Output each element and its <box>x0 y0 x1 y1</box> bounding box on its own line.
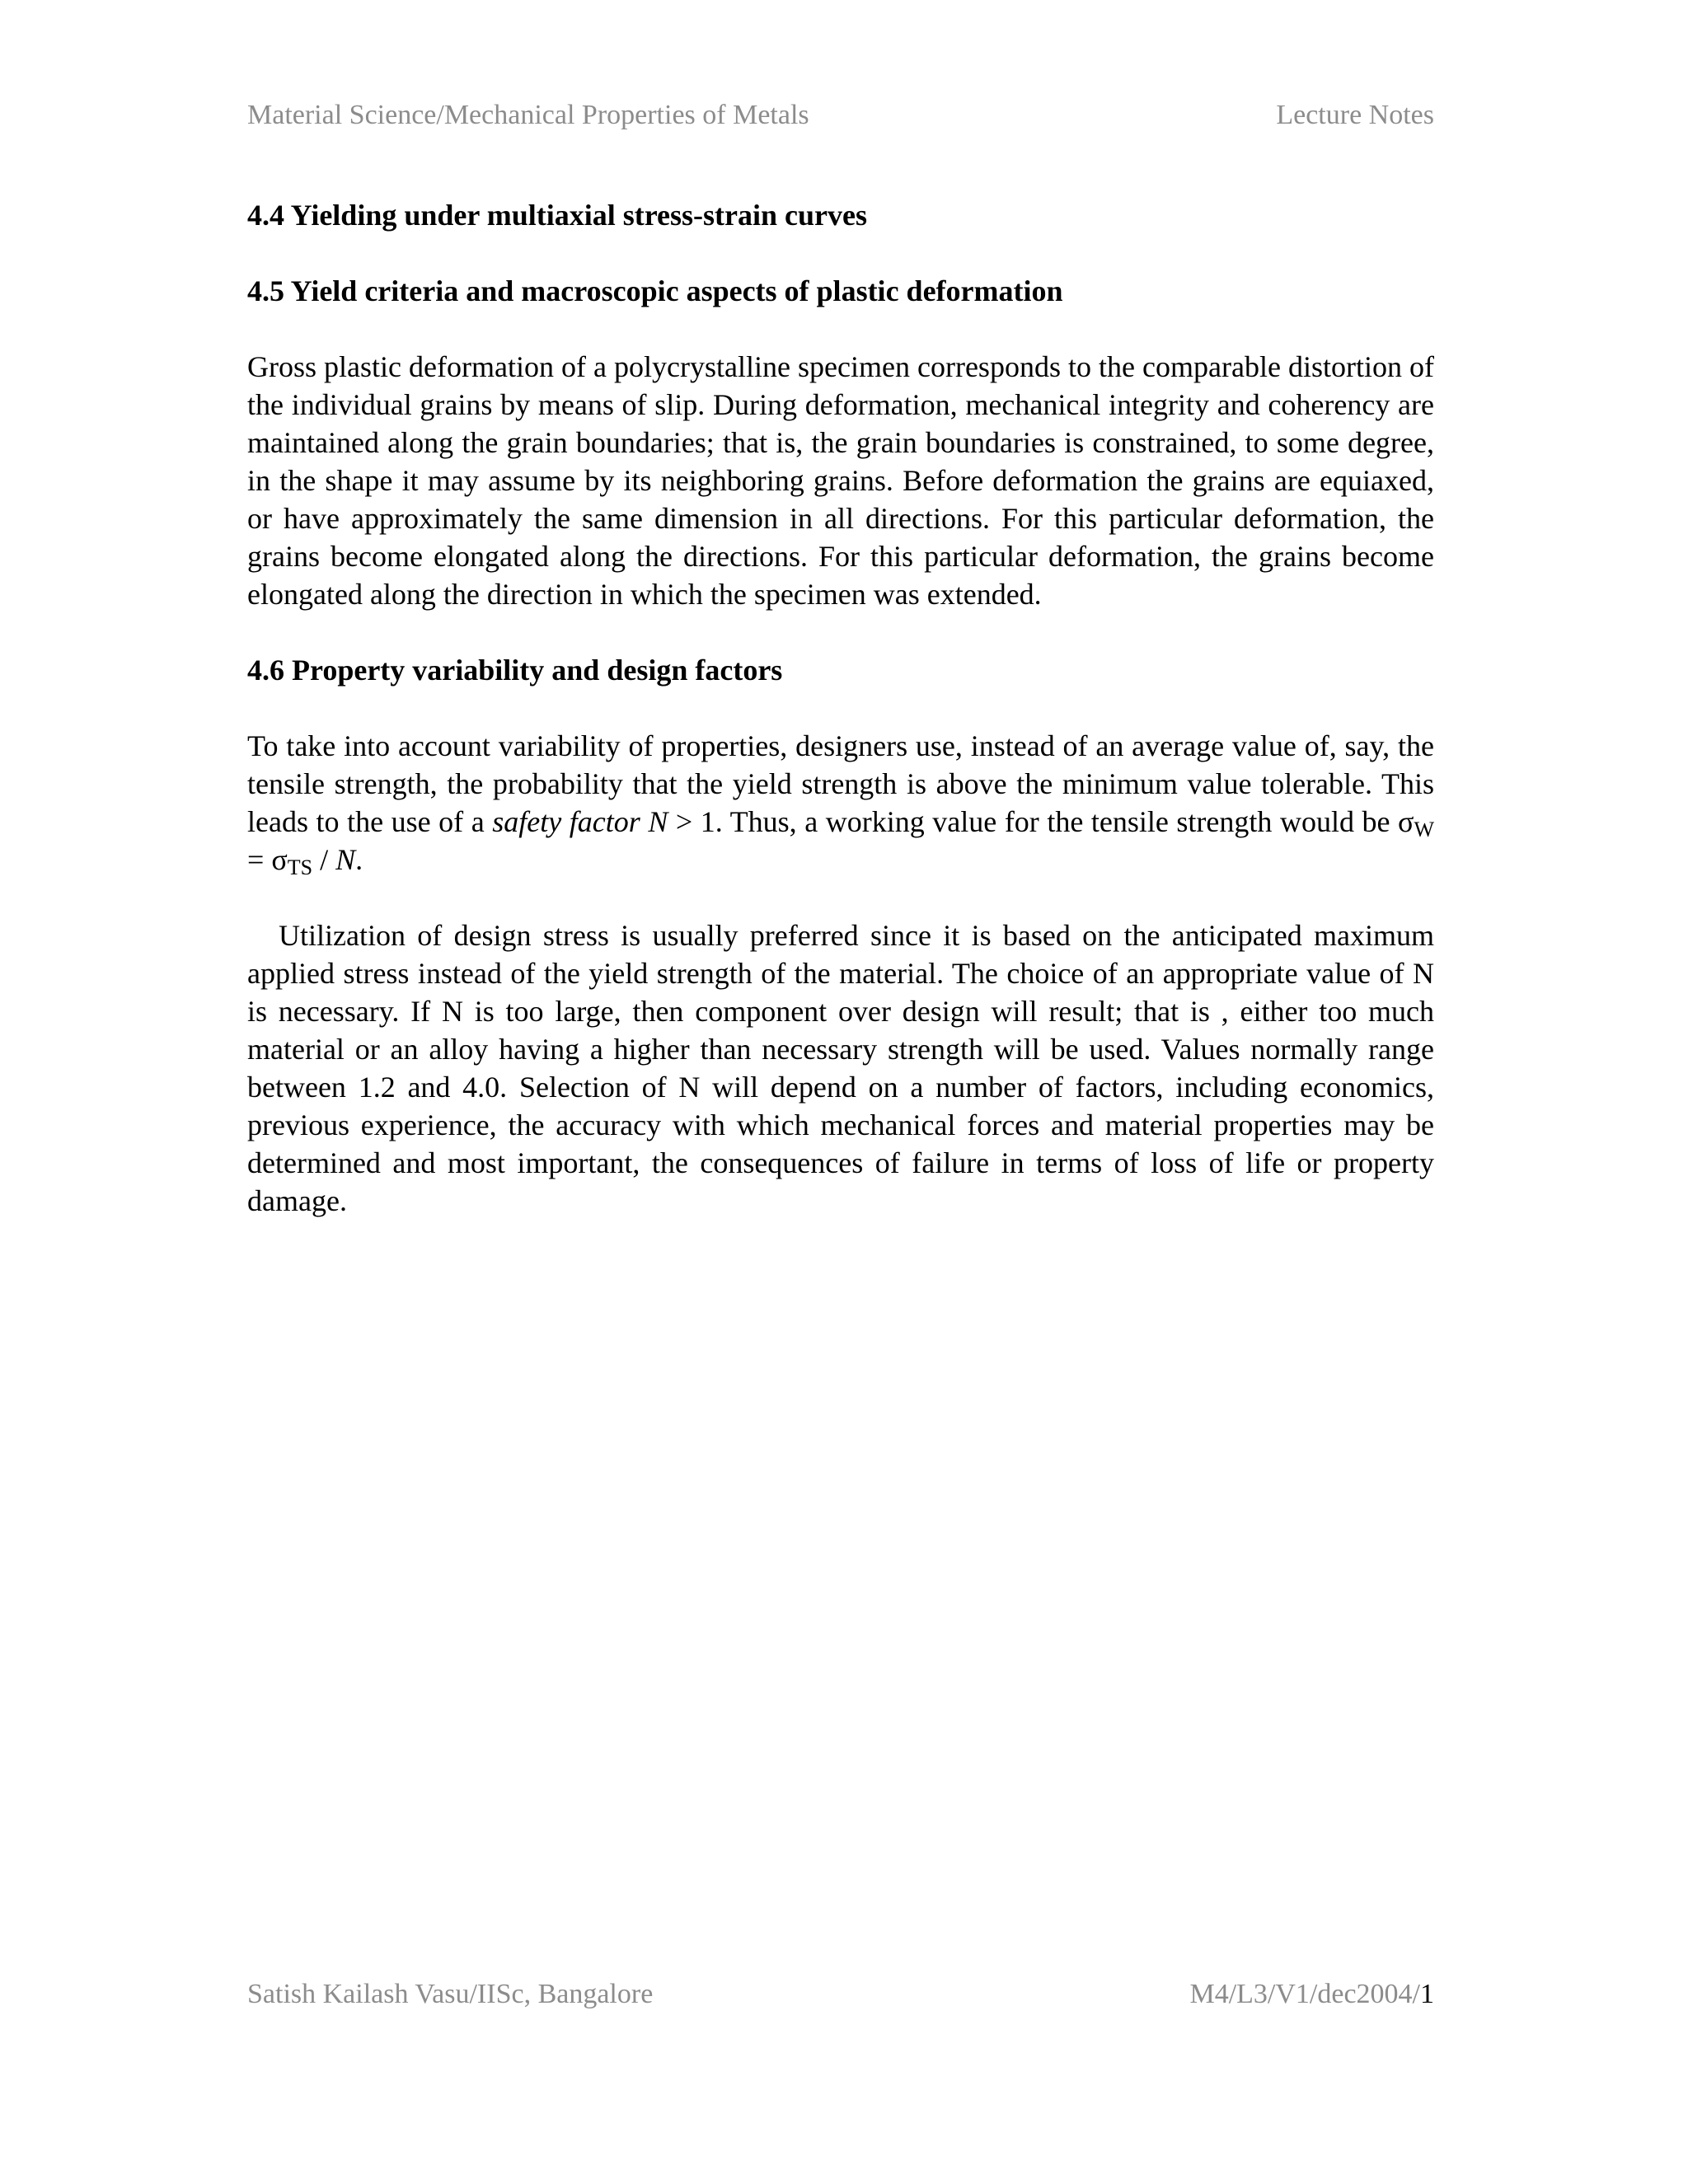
sigma-symbol: σ <box>271 843 288 876</box>
footer-code: M4/L3/V1/dec2004/ <box>1189 1979 1420 2009</box>
document-body <box>247 196 1434 1220</box>
section-4-5-heading: 4.5 Yield criteria and macroscopic aspects of plastic deformation <box>247 274 1063 307</box>
footer-doc-code <box>1189 1978 1434 2011</box>
safety-factor-term: safety factor N <box>492 805 668 838</box>
section-4-6-heading: 4.6 Property variability and design factors <box>247 654 783 687</box>
section-4-5-paragraph: Gross plastic deformation of a polycrystalline specimen corresponds to the comparable distortion of the individual grains by means of slip. During deformation, mechanical integrity and coherency are maintained along the grain boundaries; that is, the grain boundaries is constrained, to some degree, in the shape it may assume by its neighboring grains. Before deformation the grains are equiaxed, or have approximately the same dimension in all directions. For this particular deformation, the grains become elongated along the directions. For this particular deformation, the grains become elongated along the direction in which the specimen was extended. <box>247 350 1434 611</box>
variable-n: N <box>335 843 356 876</box>
sigma-symbol: σ <box>1398 805 1414 838</box>
equals-sign: = <box>247 843 272 876</box>
footer-author: Satish Kailash Vasu/IISc, Bangalore <box>247 1979 654 2009</box>
divide-sign: / <box>312 843 336 876</box>
period: . <box>355 843 363 876</box>
header-doc-type: Lecture Notes <box>1276 100 1434 130</box>
header-course-title: Material Science/Mechanical Properties of Metals <box>247 100 809 130</box>
subscript-w: W <box>1414 818 1434 841</box>
page-number: 1 <box>1420 1979 1434 2009</box>
para-text: To take into account variability of properties, designers use, instead of an average value of, say, the tensile strength, the probability that the yield strength is above the minimum value tolerable. This leads to the use of a <box>247 729 1434 838</box>
section-4-6-paragraph-2: Utilization of design stress is usually preferred since it is based on the anticipated maximum applied stress instead of the yield strength of the material. The choice of an appropriate value of N is necessary. If N is too large, then component over design will result; that is , either too much material or an alloy having a higher than necessary strength will be used. Values normally range between 1.2 and 4.0. Selection of N will depend on a number of factors, including economics, previous experience, the accuracy with which mechanical forces and material properties may be determined and most important, the consequences of failure in terms of loss of life or property damage. <box>247 919 1434 1217</box>
para-text: > 1. Thus, a working value for the tensile strength would be <box>668 805 1399 838</box>
section-4-6-paragraph-1 <box>247 727 1434 879</box>
section-4-4-heading: 4.4 Yielding under multiaxial stress-strain curves <box>247 199 868 232</box>
subscript-ts: TS <box>287 855 313 879</box>
